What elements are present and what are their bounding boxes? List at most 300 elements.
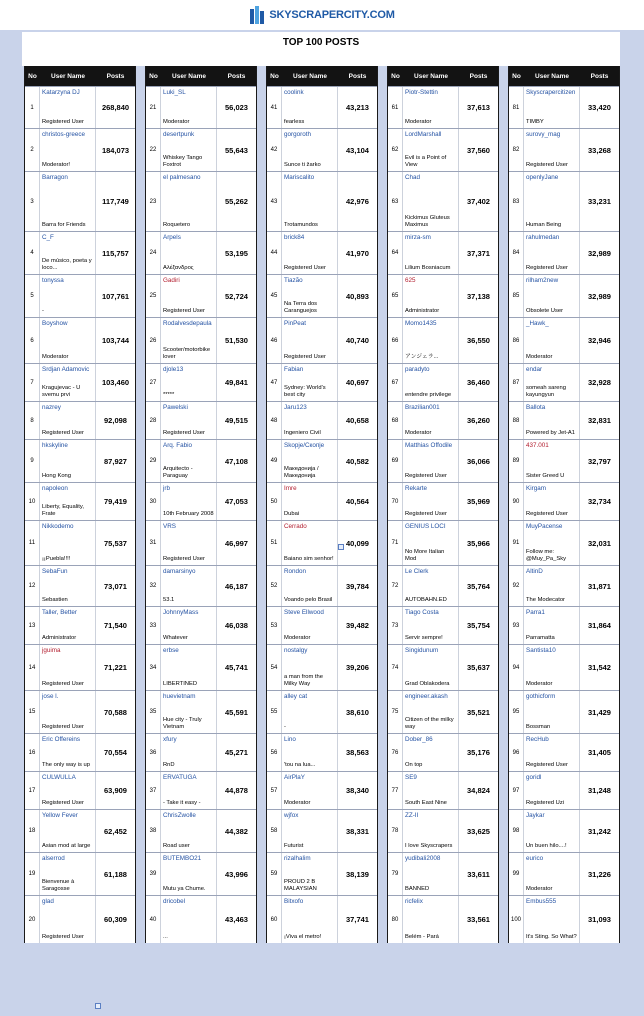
rank-number: 85	[509, 275, 524, 317]
user-name-link[interactable]: Rondon	[284, 568, 307, 575]
rank-number: 66	[388, 318, 403, 363]
user-name-link[interactable]: christos-greece	[42, 131, 86, 138]
table-row	[388, 231, 498, 274]
user-cell	[40, 129, 96, 171]
table-row	[509, 895, 619, 943]
rank-number: 45	[267, 275, 282, 317]
user-name-link[interactable]: Chad	[405, 174, 421, 181]
table-row	[25, 895, 135, 943]
user-name-link[interactable]: mirza-sm	[405, 234, 431, 241]
table-row	[25, 171, 135, 231]
user-title: a man from the Milky Way	[284, 674, 323, 687]
user-name-link[interactable]: _Hawk_	[526, 320, 549, 327]
rank-number: 38	[146, 810, 161, 852]
rank-number: 39	[146, 853, 161, 895]
user-name-link[interactable]: LordMarshall	[405, 131, 442, 138]
post-count: 31,864	[588, 621, 611, 630]
user-title: Moderator	[42, 354, 69, 360]
user-name-link[interactable]: Barragon	[42, 174, 68, 181]
user-cell	[40, 772, 96, 809]
user-cell	[524, 402, 580, 439]
user-title: De músico, poeta y loco...	[42, 258, 92, 271]
user-cell	[524, 772, 580, 809]
table-row	[509, 482, 619, 520]
user-name-link[interactable]: xfury	[163, 736, 177, 743]
user-name-link[interactable]: Kirgam	[526, 485, 546, 492]
user-name-link[interactable]: desertpunk	[163, 131, 195, 138]
user-title: Moderator	[526, 681, 553, 687]
user-cell	[40, 691, 96, 733]
user-name-link[interactable]: Gadiri	[163, 277, 180, 284]
post-count: 107,761	[101, 291, 130, 301]
post-count: 33,611	[467, 869, 490, 879]
user-name-link[interactable]: erbse	[163, 647, 179, 654]
rank-number: 63	[388, 172, 403, 231]
user-name-link[interactable]: Rodalvesdepaula	[163, 320, 212, 327]
rank-number: 15	[25, 691, 40, 733]
post-count: 33,268	[588, 145, 611, 155]
user-cell	[524, 607, 580, 644]
user-name-link[interactable]: damarsinyo	[163, 568, 196, 575]
user-name-link[interactable]: ZZ-II	[405, 812, 419, 819]
post-count: 40,564	[346, 497, 369, 506]
rank-number: 36	[146, 734, 161, 771]
user-name-link[interactable]: endar	[526, 366, 543, 373]
rank-number: 52	[267, 566, 282, 606]
user-name-link[interactable]: glad	[42, 898, 54, 905]
post-count: 87,927	[104, 456, 127, 466]
user-name-link[interactable]: Steve Ellwood	[284, 609, 324, 616]
user-name-link[interactable]: MuyPacense	[526, 523, 563, 530]
rank-number: 81	[509, 87, 524, 128]
rank-number: 7	[25, 364, 40, 401]
rank-number: 70	[388, 483, 403, 520]
user-title: fearless	[284, 119, 305, 125]
post-count: 51,530	[225, 336, 248, 345]
user-title: Registered User	[526, 162, 568, 168]
post-count: 268,840	[101, 103, 130, 112]
user-title: South East Nine	[405, 800, 447, 806]
post-count: 35,969	[467, 497, 490, 506]
user-name-link[interactable]: Rekarte	[405, 485, 428, 492]
rank-number: 58	[267, 810, 282, 852]
user-name-link[interactable]: Yellow Fever	[42, 812, 78, 819]
user-name-link[interactable]: SE9	[405, 774, 417, 781]
rank-number: 28	[146, 402, 161, 439]
user-name-link[interactable]: Nikkodemo	[42, 523, 74, 530]
user-name-link[interactable]: Ballota	[526, 404, 546, 411]
rank-number: 55	[267, 691, 282, 733]
table-row	[388, 852, 498, 895]
user-name-link[interactable]: nazrey	[42, 404, 61, 411]
user-title: Bienvenue à Saragosse	[42, 879, 75, 892]
user-name-link[interactable]: Embus555	[526, 898, 557, 905]
table-row	[267, 565, 377, 606]
rank-number: 86	[509, 318, 524, 363]
rank-number: 4	[25, 232, 40, 274]
user-name-link[interactable]: jrb	[163, 485, 170, 492]
user-cell	[403, 318, 459, 363]
user-cell	[40, 521, 96, 565]
table-row	[25, 482, 135, 520]
user-name-link[interactable]: tonyssa	[42, 277, 64, 284]
user-title: Administrator	[405, 308, 440, 314]
post-count: 32,989	[588, 248, 611, 258]
user-name-link[interactable]: Arq. Fabio	[163, 442, 193, 449]
table-row	[388, 171, 498, 231]
user-name-link[interactable]: gorgoroth	[284, 131, 311, 138]
user-name-link[interactable]: AltinD	[526, 568, 543, 575]
user-name-link[interactable]: Momo1435	[405, 320, 437, 327]
user-title: Registered User	[526, 762, 568, 768]
user-name-link[interactable]: alserrod	[42, 855, 65, 862]
user-name-link[interactable]: Lino	[284, 736, 296, 743]
user-name-link[interactable]: yudibali2008	[405, 855, 441, 862]
user-title: -	[42, 308, 44, 314]
table-row	[267, 363, 377, 401]
user-cell	[40, 734, 96, 771]
table-row	[267, 606, 377, 644]
table-row	[509, 317, 619, 363]
post-count: 35,521	[467, 707, 490, 717]
user-cell	[403, 87, 459, 128]
header-posts: Posts	[348, 72, 367, 80]
table-row	[25, 128, 135, 171]
rank-number: 69	[388, 440, 403, 482]
user-name-link[interactable]: Mariscalito	[284, 174, 315, 181]
post-count: 40,740	[346, 336, 369, 345]
user-name-link[interactable]: brick84	[284, 234, 305, 241]
table-row	[267, 644, 377, 690]
user-name-link[interactable]: Jaykar	[526, 812, 545, 819]
user-name-link[interactable]: Tiazão	[284, 277, 303, 284]
user-name-link[interactable]: RecHub	[526, 736, 549, 743]
user-title: Moderator!	[42, 162, 71, 168]
user-name-link[interactable]: ERVATUGA	[163, 774, 197, 781]
post-count: 39,482	[346, 621, 369, 630]
post-count: 31,542	[588, 663, 611, 672]
user-cell	[282, 772, 338, 809]
user-name-link[interactable]: Piotr-Stettin	[405, 89, 438, 96]
post-count: 36,260	[467, 416, 490, 425]
rank-number: 71	[388, 521, 403, 565]
user-name-link[interactable]: GENIUS LOCI	[405, 523, 446, 530]
user-cell	[40, 402, 96, 439]
user-title: Registered User	[405, 473, 447, 479]
user-cell	[282, 318, 338, 363]
user-name-link[interactable]: 437.001	[526, 442, 549, 449]
post-count: 35,176	[467, 748, 490, 757]
user-name-link[interactable]: Jaru123	[284, 404, 307, 411]
user-name-link[interactable]: 625	[405, 277, 416, 284]
rank-number: 73	[388, 607, 403, 644]
user-title: Baiano sim senhor!	[284, 556, 334, 562]
post-count: 45,271	[225, 748, 248, 757]
user-title: Registered User	[42, 934, 84, 940]
rank-number: 2	[25, 129, 40, 171]
user-name-link[interactable]: engineer.akash	[405, 693, 448, 700]
user-name-link[interactable]: Matthias Offodile	[405, 442, 453, 449]
user-name-link[interactable]: hkskyline	[42, 442, 68, 449]
user-name-link[interactable]: ChrisZwolle	[163, 812, 196, 819]
user-name-link[interactable]: gothicform	[526, 693, 556, 700]
rank-number: 19	[25, 853, 40, 895]
user-name-link[interactable]: Katarzyna DJ	[42, 89, 80, 96]
user-title: Sydney: World's best city	[284, 385, 326, 398]
table-row	[25, 520, 135, 565]
user-name-link[interactable]: Taller, Better	[42, 609, 77, 616]
top-posts-tables	[0, 66, 644, 1006]
user-cell	[282, 364, 338, 401]
user-name-link[interactable]: BUTEMBO21	[163, 855, 202, 862]
table-row	[25, 363, 135, 401]
rank-number: 12	[25, 566, 40, 606]
post-count: 37,402	[467, 197, 490, 206]
table-row	[267, 771, 377, 809]
user-title: Registered User	[163, 430, 205, 436]
table-row	[146, 231, 256, 274]
user-name-link[interactable]: eurico	[526, 855, 544, 862]
post-count: 70,588	[104, 707, 127, 717]
table-row	[267, 171, 377, 231]
post-count: 37,371	[467, 248, 490, 258]
rank-number: 35	[146, 691, 161, 733]
user-name-link[interactable]: JohnnyMass	[163, 609, 199, 616]
user-cell	[40, 483, 96, 520]
user-name-link[interactable]: huevietnam	[163, 693, 196, 700]
user-name-link[interactable]: ricfelix	[405, 898, 423, 905]
user-cell	[403, 402, 459, 439]
user-cell	[403, 853, 459, 895]
user-name-link[interactable]: el palmesano	[163, 174, 201, 181]
user-cell	[524, 364, 580, 401]
user-title: Registered User	[163, 308, 205, 314]
user-name-link[interactable]: napoleon	[42, 485, 68, 492]
user-title: Registered Uzi	[526, 800, 565, 806]
user-cell	[161, 364, 217, 401]
post-count: 37,741	[346, 915, 369, 924]
header-user-name: User Name	[51, 72, 85, 80]
user-name-link[interactable]: Skyscrapercitizen	[526, 89, 576, 96]
user-name-link[interactable]: Arpels	[163, 234, 181, 241]
rank-number: 42	[267, 129, 282, 171]
post-count: 32,797	[588, 456, 611, 466]
table-row	[509, 852, 619, 895]
user-cell	[403, 232, 459, 274]
table-row	[267, 852, 377, 895]
user-name-link[interactable]: coolink	[284, 89, 304, 96]
user-title: Obsolete User	[526, 308, 564, 314]
rank-number: 92	[509, 566, 524, 606]
rank-number: 24	[146, 232, 161, 274]
user-name-link[interactable]: Santista10	[526, 647, 556, 654]
user-name-link[interactable]: openlyJane	[526, 174, 559, 181]
user-name-link[interactable]: PinPeat	[284, 320, 307, 327]
rank-number: 37	[146, 772, 161, 809]
post-count: 32,031	[588, 538, 611, 548]
user-name-link[interactable]: Boyshow	[42, 320, 68, 327]
rank-number: 99	[509, 853, 524, 895]
post-count: 49,841	[225, 378, 248, 387]
user-title: Un buen hilo....!	[526, 843, 567, 849]
user-name-link[interactable]: Eric Offereins	[42, 736, 81, 743]
user-name-link[interactable]: surovy_mag	[526, 131, 561, 138]
user-title: BANNED	[405, 886, 430, 892]
user-cell	[282, 521, 338, 565]
user-name-link[interactable]: C_F	[42, 234, 54, 241]
rank-number: 57	[267, 772, 282, 809]
user-name-link[interactable]: wjfox	[284, 812, 299, 819]
user-name-link[interactable]: Pawelski	[163, 404, 188, 411]
user-name-link[interactable]: Skopje/Скопје	[284, 442, 325, 449]
user-cell	[40, 645, 96, 690]
user-title: Moderator	[405, 119, 432, 125]
post-count: 41,970	[346, 248, 369, 258]
post-count: 44,382	[225, 826, 248, 836]
user-name-link[interactable]: Srdjan Adamovic	[42, 366, 90, 373]
user-title: Sister Greed U	[526, 473, 565, 479]
user-title: AUTOBAHN.ED	[405, 597, 447, 603]
user-title: Administrator	[42, 635, 77, 641]
user-name-link[interactable]: Fabian	[284, 366, 304, 373]
user-name-link[interactable]: Le Clerk	[405, 568, 429, 575]
user-title: Registered User	[42, 681, 84, 687]
table-row	[509, 231, 619, 274]
rank-number: 65	[388, 275, 403, 317]
table-row	[25, 644, 135, 690]
table-header	[267, 66, 377, 86]
table-header	[146, 66, 256, 86]
rank-number: 30	[146, 483, 161, 520]
user-cell	[161, 318, 217, 363]
table-row	[25, 733, 135, 771]
rank-number: 20	[25, 896, 40, 943]
user-title: Whiskey Tango Foxtrot	[163, 155, 203, 168]
rank-number: 32	[146, 566, 161, 606]
user-cell	[403, 566, 459, 606]
user-name-link[interactable]: paradyto	[405, 366, 430, 373]
table-row	[267, 86, 377, 128]
table-row	[25, 86, 135, 128]
table-row	[25, 231, 135, 274]
user-name-link[interactable]: jguima	[42, 647, 61, 654]
table-row	[388, 317, 498, 363]
rank-number: 78	[388, 810, 403, 852]
user-cell	[403, 734, 459, 771]
table-row	[25, 401, 135, 439]
rank-number: 64	[388, 232, 403, 274]
user-cell	[40, 607, 96, 644]
table-row	[509, 565, 619, 606]
post-count: 31,242	[588, 826, 611, 836]
user-cell	[524, 440, 580, 482]
user-name-link[interactable]: rahulmedan	[526, 234, 560, 241]
user-name-link[interactable]: goridl	[526, 774, 542, 781]
post-count: 43,104	[346, 145, 369, 155]
user-title: Belém - Pará	[405, 934, 439, 940]
user-title: It's Sting. So What?	[526, 934, 577, 940]
table-row	[25, 852, 135, 895]
user-title: Trotamundos	[284, 222, 318, 228]
user-name-link[interactable]: Imre	[284, 485, 297, 492]
table-row	[146, 482, 256, 520]
post-count: 40,893	[346, 291, 369, 301]
user-name-link[interactable]: djole13	[163, 366, 184, 373]
user-name-link[interactable]: Cerrado	[284, 523, 307, 530]
user-name-link[interactable]: alley cat	[284, 693, 308, 700]
rank-number: 34	[146, 645, 161, 690]
site-header	[0, 0, 644, 30]
user-name-link[interactable]: Parra1	[526, 609, 545, 616]
user-name-link[interactable]: Brazilian001	[405, 404, 440, 411]
user-name-link[interactable]: jose l.	[42, 693, 59, 700]
table-row	[388, 565, 498, 606]
table-row	[146, 171, 256, 231]
user-cell	[524, 853, 580, 895]
post-count: 92,098	[104, 416, 127, 425]
post-count: 31,429	[588, 707, 611, 717]
post-count: 36,460	[467, 378, 490, 387]
user-name-link[interactable]: Singidunum	[405, 647, 439, 654]
user-name-link[interactable]: nostalgy	[284, 647, 308, 654]
user-name-link[interactable]: dricobel	[163, 898, 186, 905]
site-logo[interactable]	[249, 5, 394, 25]
user-cell	[524, 691, 580, 733]
user-name-link[interactable]: Luki_SL	[163, 89, 186, 96]
user-cell	[161, 896, 217, 943]
user-cell	[282, 402, 338, 439]
user-title: entendre privilege	[405, 392, 452, 398]
table-row	[146, 86, 256, 128]
rank-number: 89	[509, 440, 524, 482]
user-cell	[161, 566, 217, 606]
user-title: Moderator	[284, 800, 311, 806]
user-title: Registered User	[526, 511, 568, 517]
rank-number: 18	[25, 810, 40, 852]
user-name-link[interactable]: VRS	[163, 523, 176, 530]
user-title: Registered User	[284, 265, 326, 271]
post-count: 40,099	[346, 538, 369, 548]
user-name-link[interactable]: AirPlaY	[284, 774, 305, 781]
user-cell	[524, 275, 580, 317]
user-name-link[interactable]: SebaFun	[42, 568, 68, 575]
user-name-link[interactable]: Tiago Costa	[405, 609, 439, 616]
user-title: Na Terra dos Caranguejos	[284, 301, 318, 314]
title-panel	[22, 32, 620, 66]
post-count: 31,405	[588, 748, 611, 757]
post-count: 40,582	[346, 456, 369, 466]
header-no: No	[270, 72, 279, 80]
table-row	[146, 809, 256, 852]
post-count: 43,213	[346, 103, 369, 112]
user-title: Barra for Friends	[42, 222, 86, 228]
user-cell	[282, 734, 338, 771]
user-name-link[interactable]: rilham2new	[526, 277, 559, 284]
rank-number: 26	[146, 318, 161, 363]
user-name-link[interactable]: Dober_86	[405, 736, 433, 743]
post-count: 40,697	[346, 378, 369, 387]
user-title: Grad Oblakodera	[405, 681, 450, 687]
table-row	[388, 895, 498, 943]
user-cell	[161, 275, 217, 317]
user-title: Registered User	[163, 556, 205, 562]
user-name-link[interactable]: rizalhalim	[284, 855, 311, 862]
user-cell	[282, 853, 338, 895]
table-row	[388, 86, 498, 128]
user-name-link[interactable]: Bitxofo	[284, 898, 304, 905]
user-name-link[interactable]: CULWULLA	[42, 774, 76, 781]
table-row	[267, 809, 377, 852]
